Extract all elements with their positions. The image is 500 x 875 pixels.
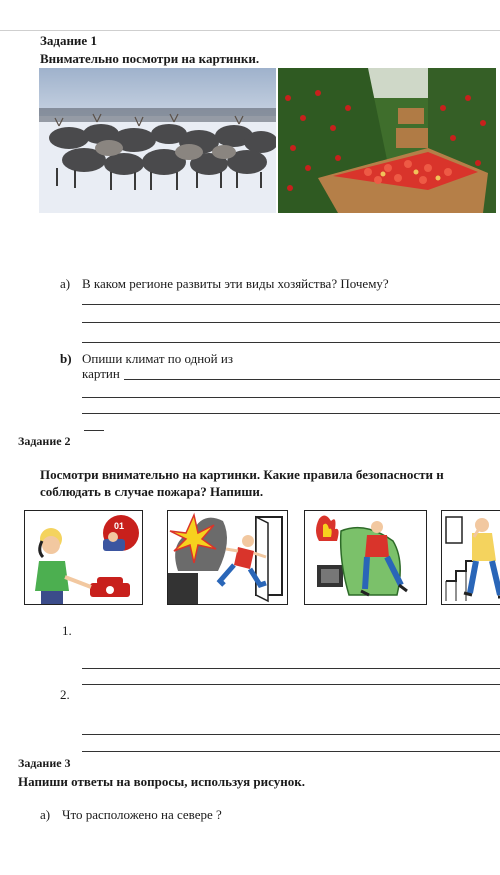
task2-heading: Задание 2 — [18, 434, 71, 448]
task1-qb-text-line1: Опиши климат по одной из — [82, 351, 233, 366]
fire-call-picture — [24, 510, 143, 605]
task2-instruction-line1: Посмотри внимательно на картинки. Какие правила безопасности н — [40, 467, 444, 482]
task1-qa-marker: a) — [60, 276, 71, 291]
answer-line[interactable] — [82, 684, 500, 685]
task1-heading: Задание 1 — [40, 33, 97, 48]
escape-fire-picture — [167, 510, 288, 605]
answer-line[interactable] — [82, 397, 500, 398]
task1-instruction: Внимательно посмотри на картинки. — [40, 51, 260, 66]
answer-line[interactable] — [82, 734, 500, 735]
task3-instruction: Напиши ответы на вопросы, используя рисунок. — [18, 774, 305, 789]
task2-answer-2-number: 2. — [60, 687, 70, 702]
answer-line[interactable] — [82, 668, 500, 669]
page-top-border — [0, 30, 500, 31]
task2-answer-1-number: 1. — [62, 623, 72, 638]
answer-line[interactable] — [82, 342, 500, 343]
answer-line-short[interactable] — [84, 430, 104, 431]
task3-qa-marker: a) — [40, 807, 51, 822]
reindeer-herd-photo — [39, 68, 276, 213]
apple-harvest-photo — [278, 68, 496, 213]
task3-heading: Задание 3 — [18, 756, 71, 770]
answer-line[interactable] — [82, 413, 500, 414]
task3-qa-text: Что расположено на севере ? — [62, 807, 222, 822]
cover-mouth-picture — [441, 510, 500, 605]
answer-line[interactable] — [124, 379, 500, 380]
blanket-fire-picture — [304, 510, 427, 605]
answer-line[interactable] — [82, 304, 500, 305]
task1-qa-text: В каком регионе развиты эти виды хозяйства? Почему? — [82, 276, 389, 291]
answer-line[interactable] — [82, 751, 500, 752]
task2-instruction-line2: соблюдать в случае пожара? Напиши. — [40, 484, 264, 499]
task1-qb-marker: b) — [60, 351, 72, 366]
answer-line[interactable] — [82, 322, 500, 323]
task1-qb-text-line2: картин — [82, 366, 120, 381]
emergency-number: 01 — [114, 521, 125, 531]
